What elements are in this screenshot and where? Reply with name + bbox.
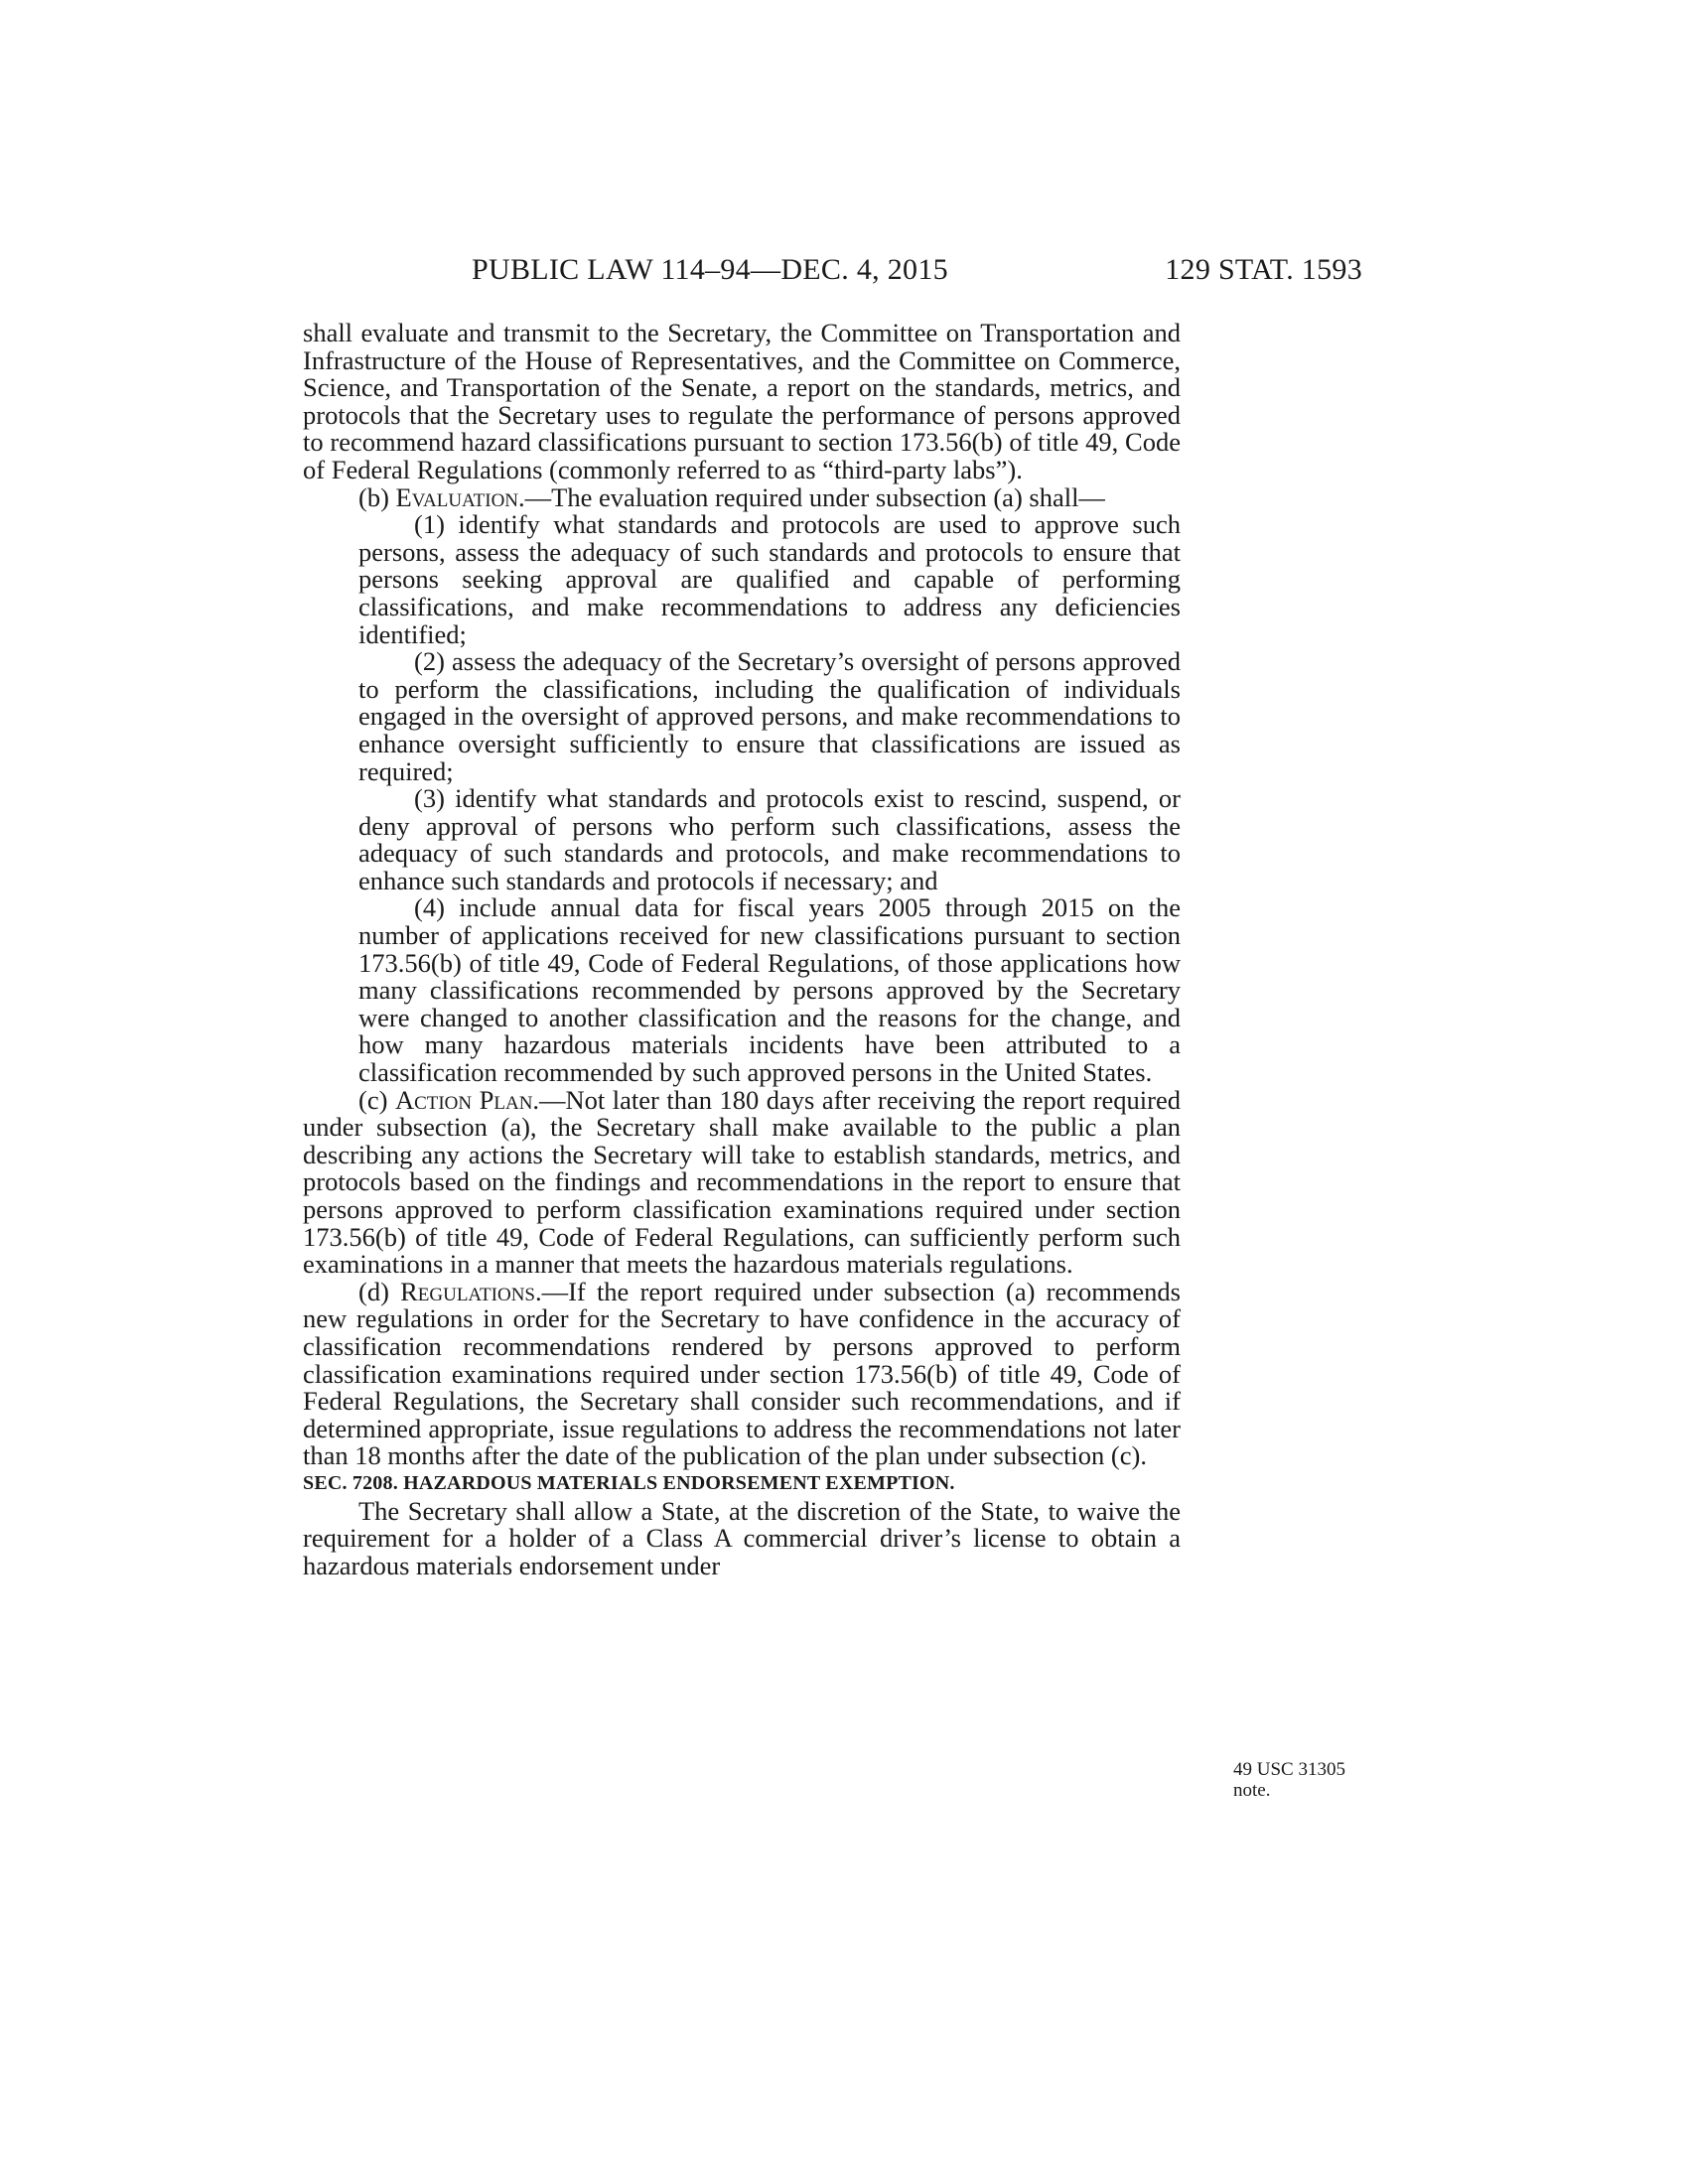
margin-note-citation: 49 USC 31305 [1233, 1759, 1345, 1780]
paragraph-4: (4) include annual data for fiscal years 2005 through 2015 on the number of applications received for new classifications pursuant to section 173.56(b) of title 49, Code of Federal Regulations, of those applications how many classifications recommended by persons approved by the Secretary were changed to another classification and the reasons for the change, and how many hazardous materials incidents have been attributed to a classification recommended by such approved persons in the United States. [358, 892, 1181, 1088]
margin-note [1233, 1759, 1392, 1801]
subsection-d-heading: Regulations [400, 1276, 535, 1306]
subsection-c-prefix: (c) [358, 1084, 395, 1115]
paragraph-1: (1) identify what standards and protocols are used to approve such persons, assess the adequacy of such standards and protocols to ensure that persons seeking approval are qualified and capable of performing classifications, and make recommendations to address any deficiencies identified; [358, 509, 1181, 649]
subsection-d [303, 1276, 1181, 1471]
paragraph-2: (2) assess the adequacy of the Secretary’s oversight of persons approved to perform the classifications, including the qualification of individuals engaged in the oversight of approved persons, and make recommendations to enhance oversight sufficiently to ensure that classifications are issued as required; [358, 646, 1181, 786]
intro-paragraph: shall evaluate and transmit to the Secretary, the Committee on Transportation and Infrastructure of the House of Representatives, and the Committee on Commerce, Science, and Transportation of the Senate, a report on the standards, metrics, and protocols that the Secretary uses to regulate the performance of persons approved to recommend hazard classifications pursuant to section 173.56(b) of title 49, Code of Federal Regulations (commonly referred to as “third-party labs”). [303, 318, 1181, 484]
subsection-b-heading: Evaluation [395, 481, 519, 512]
subsection-b-text: .—The evaluation required under subsection (a) shall— [518, 481, 1105, 512]
margin-note-label: note. [1233, 1780, 1271, 1801]
section-paragraph: The Secretary shall allow a State, at the discretion of the State, to waive the requirement for a holder of a Class A commercial driver’s license to obtain a hazardous materials endorsement under [303, 1495, 1181, 1580]
running-header-title: PUBLIC LAW 114–94—DEC. 4, 2015 [472, 253, 948, 286]
subsection-c-text: .—Not later than 180 days after receiving the report required under subsection (a), the Secretary shall make available to the public a plan describing any actions the Secretary will take to establish standards, metrics, and protocols based on the findings and recommendations in the report to ensure that persons approved to perform classification examinations required under section 173.56(b) of title 49, Code of Federal Regulations, can sufficiently perform such examinations in a manner that meets the hazardous materials regulations. [303, 1084, 1181, 1280]
subsection-b-prefix: (b) [358, 481, 396, 512]
subsection-b [303, 481, 1181, 512]
subsection-c-heading: Action Plan [394, 1084, 533, 1115]
subsection-d-text: .—If the report required under subsection (a) recommends new regulations in order for the Secretary to have confidence in the accuracy of classification recommendations rendered by persons approved to perform classification examinations required under section 173.56(b) of title 49, Code of Federal Regulations, the Secretary shall consider such recommendations, and if determined appropriate, issue regulations to address the recommendations not later than 18 months after the date of the publication of the plan under subsection (c). [303, 1276, 1181, 1471]
subsection-d-prefix: (d) [358, 1276, 401, 1306]
paragraph-3: (3) identify what standards and protocols exist to rescind, suspend, or deny approval of persons who perform such classifications, assess the adequacy of such standards and protocols, and make recommendations to enhance such standards and protocols if necessary; and [358, 783, 1181, 895]
section-heading: SEC. 7208. HAZARDOUS MATERIALS ENDORSEMENT EXEMPTION. [303, 1471, 955, 1494]
main-text-column [303, 320, 1181, 1579]
statute-page-number: 129 STAT. 1593 [1165, 253, 1362, 286]
subsection-c [303, 1084, 1181, 1280]
